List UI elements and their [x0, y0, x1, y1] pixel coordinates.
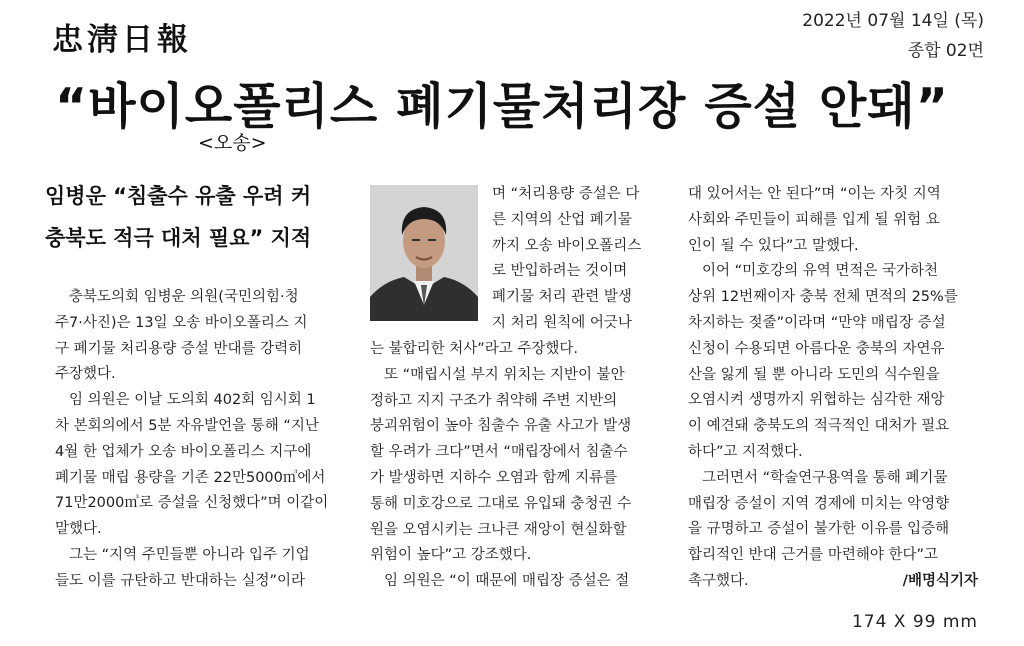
closing-line [688, 569, 984, 595]
person-portrait-icon [370, 185, 478, 321]
paragraph-line: 71만2000㎥로 증설을 신청했다”며 이같이 [55, 495, 329, 512]
paragraph-line: 오염시켜 생명까지 위협하는 심각한 재앙 [688, 392, 945, 409]
section-page: 종합 02면 [907, 41, 984, 61]
paragraph-line: 차지하는 젖줄”이라며 “만약 매립장 증설 [688, 314, 946, 331]
headline-region-tag: <오송> [198, 132, 267, 154]
paragraph-line: 그는 “지역 주민들뿐 아니라 입주 기업 [69, 546, 310, 563]
paragraph-line: 지 처리 원칙에 어긋나 [492, 314, 632, 331]
paragraph-line: 말했다. [55, 521, 102, 538]
newspaper-masthead: 忠淸日報 [52, 22, 192, 58]
paragraph-line: 통해 미호강으로 그대로 유입돼 충청권 수 [370, 495, 632, 512]
paragraph-line: 산을 잃게 될 뿐 아니라 도민의 식수원을 [688, 366, 940, 383]
paragraph-line: 이어 “미호강의 유역 면적은 국가하천 [702, 263, 939, 280]
paragraph-line: 촉구했다. [688, 572, 749, 589]
paragraph-line: 합리적인 반대 근거를 마련해야 한다”고 [688, 547, 939, 564]
subheadline-line-2: 충북도 적극 대처 필요” 지적 [45, 226, 312, 250]
clipping-size: 174 X 99 mm [851, 612, 978, 632]
paragraph-line: 주장했다. [55, 366, 116, 383]
paragraph-line: 폐기물 매립 용량을 기존 22만5000㎥에서 [55, 469, 326, 486]
paragraph-line: 매립장 증설이 지역 경제에 미치는 악영향 [688, 495, 950, 512]
paragraph-line: 대 있어서는 안 된다”며 “이는 자칫 지역 [688, 186, 941, 202]
paragraph-line: 그러면서 “학술연구용역을 통해 폐기물 [702, 469, 948, 486]
article-column-3 [688, 182, 984, 595]
paragraph-line: 사회와 주민들이 피해를 입게 될 위험 요 [688, 211, 940, 228]
paragraph-line: 상위 12번째이자 충북 전체 면적의 25%를 [688, 289, 958, 306]
paragraph-line: 하다”고 지적했다. [688, 443, 803, 460]
paragraph-line: 임 의원은 이날 도의회 402회 임시회 1 [69, 392, 316, 409]
paragraph-line: 신청이 수용되면 아름다운 충북의 자연유 [688, 340, 945, 357]
article-column-1 [55, 285, 355, 595]
paragraph-line: 까지 오송 바이오폴리스 [492, 237, 642, 254]
paragraph-line: 가 발생하면 지하수 오염과 함께 지류를 [370, 469, 618, 486]
paragraph-line: 붕괴위험이 높아 침출수 유출 사고가 발생 [370, 418, 632, 435]
paragraph-line: 이 예견돼 충북도의 적극적인 대처가 필요 [688, 418, 950, 435]
paragraph-line: 로 반입하려는 것이며 [492, 263, 628, 280]
politician-photo [370, 185, 478, 321]
paragraph-line: 위험이 높다”고 강조했다. [370, 547, 532, 564]
paragraph-line: 인이 될 수 있다”고 말했다. [688, 237, 859, 254]
paragraph-line: 며 “처리용량 증설은 다 [492, 186, 640, 202]
publication-date: 2022년 07월 14일 (목) [802, 11, 984, 31]
paragraph-line: 원을 오염시키는 크나큰 재앙이 현실화할 [370, 521, 627, 538]
subheadline-line-1: 임병운 “침출수 유출 우려 커 [45, 184, 312, 208]
paragraph-line: 주7·사진)은 13일 오송 바이오폴리스 지 [55, 314, 308, 331]
paragraph-line: 른 지역의 산업 폐기물 [492, 211, 632, 228]
paragraph-line: 또 “매립시설 부지 위치는 지반이 불안 [384, 366, 625, 383]
article-column-2-top [492, 182, 662, 337]
paragraph-line: 들도 이를 규탄하고 반대하는 실정”이라 [55, 572, 306, 589]
paragraph-line: 정하고 지지 구조가 취약해 주변 지반의 [370, 392, 618, 409]
article-headline: “바이오폴리스 폐기물처리장 증설 안돼” [55, 78, 949, 135]
paragraph-line: 충북도의회 임병운 의원(국민의힘·청 [69, 289, 299, 305]
paragraph-line: 임 의원은 “이 때문에 매립장 증설은 절 [384, 573, 630, 590]
paragraph-line: 는 불합리한 처사”라고 주장했다. [370, 341, 579, 357]
paragraph-line: 폐기물 처리 관련 발생 [492, 289, 632, 306]
paragraph-line: 차 본회의에서 5분 자유발언을 통해 “지난 [55, 417, 319, 434]
reporter-byline: /배명식기자 [902, 572, 978, 589]
paragraph-line: 4월 한 업체가 오송 바이오폴리스 지구에 [55, 443, 312, 460]
paragraph-line: 할 우려가 크다”면서 “매립장에서 침출수 [370, 444, 628, 461]
article-column-2 [370, 337, 665, 595]
paragraph-line: 을 규명하고 증설이 불가한 이유를 입증해 [688, 521, 950, 538]
paragraph-line: 구 폐기물 처리용량 증설 반대를 강력히 [55, 340, 303, 357]
